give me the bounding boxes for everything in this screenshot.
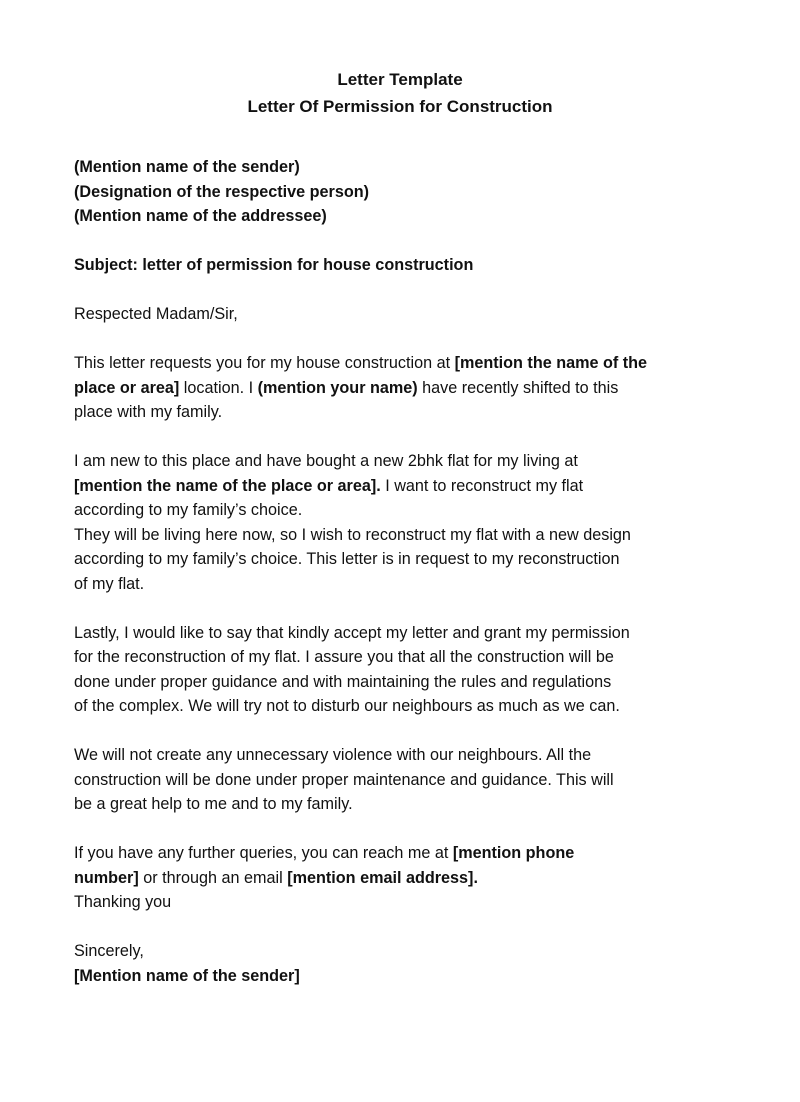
paragraph-line: be a great help to me and to my family. (74, 795, 353, 813)
spacer (74, 278, 734, 303)
sign-off: Sincerely, (74, 942, 144, 960)
paragraph-line: We will not create any unnecessary violence with our neighbours. All the (74, 746, 592, 764)
spacer (74, 425, 734, 450)
thanking-line: Thanking you (74, 893, 172, 911)
subject-line: Subject: letter of permission for house construction (74, 256, 474, 274)
text-run: I want to reconstruct my flat (380, 476, 584, 495)
spacer (74, 596, 734, 621)
text-run: have recently shifted to this (417, 378, 619, 397)
phone-placeholder: [mention phone (452, 844, 575, 862)
paragraph-line (74, 474, 734, 499)
spacer (74, 915, 734, 940)
paragraph-line: of my flat. (74, 574, 145, 593)
paragraph-line: place with my family. (74, 403, 223, 421)
paragraph-line: I am new to this place and have bought a new 2bhk flat for my living at (74, 452, 578, 470)
place-placeholder: [mention the name of the (454, 354, 648, 372)
text-run: If you have any further queries, you can reach me at (74, 844, 453, 862)
paragraph-line (74, 351, 734, 376)
spacer (74, 817, 734, 842)
signature-name: [Mention name of the sender] (74, 966, 300, 985)
closing-block (74, 939, 734, 988)
email-placeholder: [mention email address]. (287, 868, 478, 887)
spacer (74, 229, 734, 254)
paragraph-line: for the reconstruction of my flat. I assure you that all the construction will be (74, 648, 614, 666)
paragraph-request (74, 351, 734, 425)
paragraph-line: Lastly, I would like to say that kindly accept my letter and grant my permission (74, 623, 630, 642)
name-placeholder: (mention your name) (257, 378, 418, 397)
paragraph-line (74, 866, 734, 891)
sender-block (74, 155, 734, 229)
letter-body (74, 155, 734, 988)
designation-placeholder: (Designation of the respective person) (74, 182, 370, 201)
paragraph-new-flat (74, 449, 734, 596)
paragraph-line: done under proper guidance and with maintaining the rules and regulations (74, 672, 612, 691)
paragraph-line: according to my family’s choice. (74, 501, 303, 519)
paragraph-permission (74, 621, 734, 719)
place-placeholder: place or area] (74, 378, 180, 397)
paragraph-line (74, 376, 734, 401)
document-title: Letter Template (337, 70, 463, 89)
place-placeholder: [mention the name of the place or area]. (74, 476, 381, 495)
spacer (74, 327, 734, 352)
paragraph-line: They will be living here now, so I wish to reconstruct my flat with a new design (74, 525, 631, 544)
paragraph-line (74, 841, 734, 866)
text-run: location. I (179, 378, 258, 397)
sender-placeholder: (Mention name of the sender) (74, 158, 300, 176)
phone-placeholder: number] (74, 868, 139, 887)
paragraph-neighbours (74, 743, 734, 817)
text-run: or through an email (138, 868, 288, 887)
paragraph-line: of the complex. We will try not to disturb our neighbours as much as we can. (74, 697, 620, 715)
salutation: Respected Madam/Sir, (74, 305, 238, 323)
paragraph-contact (74, 841, 734, 915)
paragraph-line: construction will be done under proper maintenance and guidance. This will (74, 770, 614, 789)
text-run: This letter requests you for my house construction at (74, 354, 455, 372)
letter-header (0, 66, 800, 120)
document-subtitle: Letter Of Permission for Construction (247, 97, 553, 116)
addressee-placeholder: (Mention name of the addressee) (74, 207, 327, 225)
paragraph-line: according to my family’s choice. This letter is in request to my reconstruction (74, 550, 620, 568)
spacer (74, 719, 734, 744)
